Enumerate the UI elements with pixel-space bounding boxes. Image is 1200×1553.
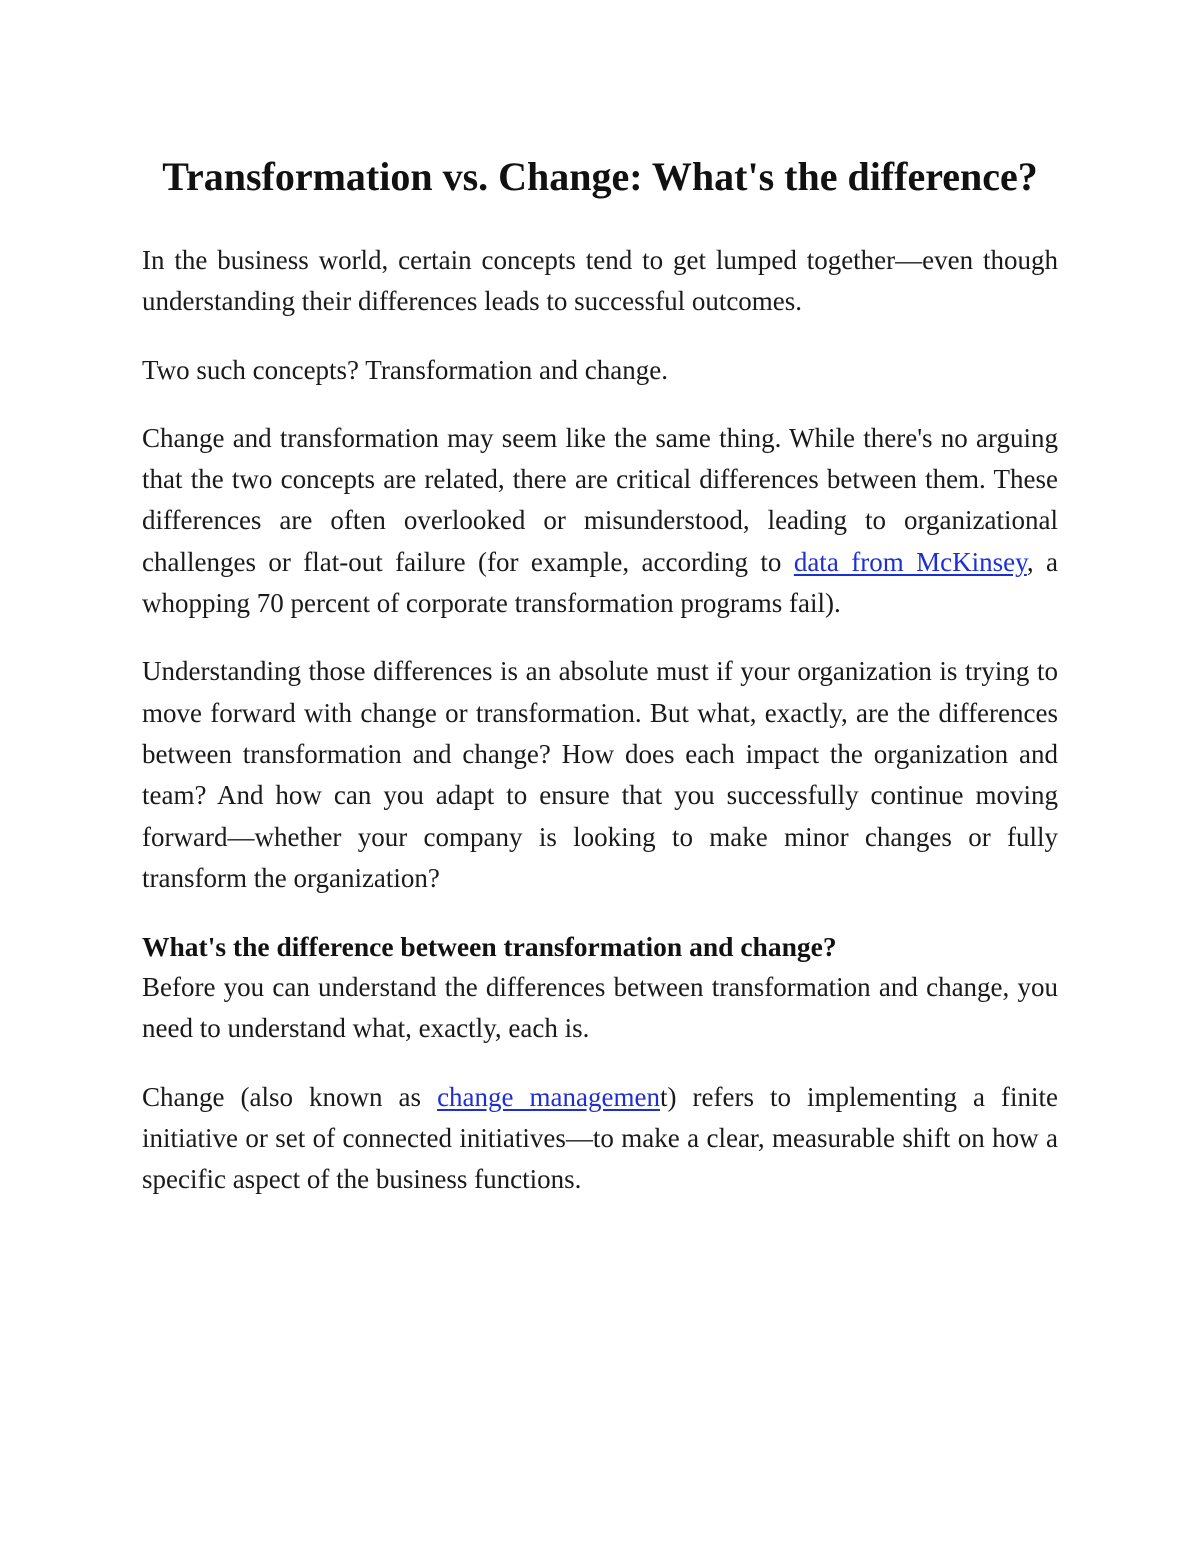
mckinsey-paragraph [142,418,1058,624]
definitions-intro-paragraph: Before you can understand the differences between transformation and change, you need to understand what, exactly, each is. [142,972,1058,1044]
document-page [142,150,1058,1228]
section-heading: What's the difference between transformation and change? [142,931,837,963]
intro-paragraph: In the business world, certain concepts tend to get lumped together—even though understanding their differences leads to successful outcomes. [142,245,1058,317]
change-definition-text-after: t) refers to implementing a finite initiative or set of connected initiatives—to make a clear, measurable shift on how a specific aspect of the business functions. [142,1081,1059,1195]
mckinsey-data-link[interactable]: data from McKinsey [793,546,1027,577]
change-definition-text-before: Change (also known as [142,1081,438,1112]
differences-paragraph: Understanding those differences is an absolute must if your organization is trying to move forward with change or transformation. But what, exactly, are the differences between transformation and change? How does each impact the organization and team? And how can you adapt to ensure that you successfully continue moving forward—whether your company is looking to make minor changes or fully transform the organization? [142,656,1058,893]
change-management-link[interactable]: change managemen [437,1081,660,1112]
mckinsey-paragraph-text-before: Change and transformation may seem like the same thing. While there's no arguing that the two concepts are related, there are critical differences between them. These differences are often overlooked or misunderstood, leading to organizational challenges or flat-out failure (for example, according to [142,422,1058,577]
change-definition-paragraph [142,1077,1058,1201]
concepts-paragraph: Two such concepts? Transformation and change. [142,354,668,385]
mckinsey-paragraph-text-after: , a whopping 70 percent of corporate transformation programs fail). [142,546,1058,619]
page-title: Transformation vs. Change: What's the difference? [162,154,1038,199]
